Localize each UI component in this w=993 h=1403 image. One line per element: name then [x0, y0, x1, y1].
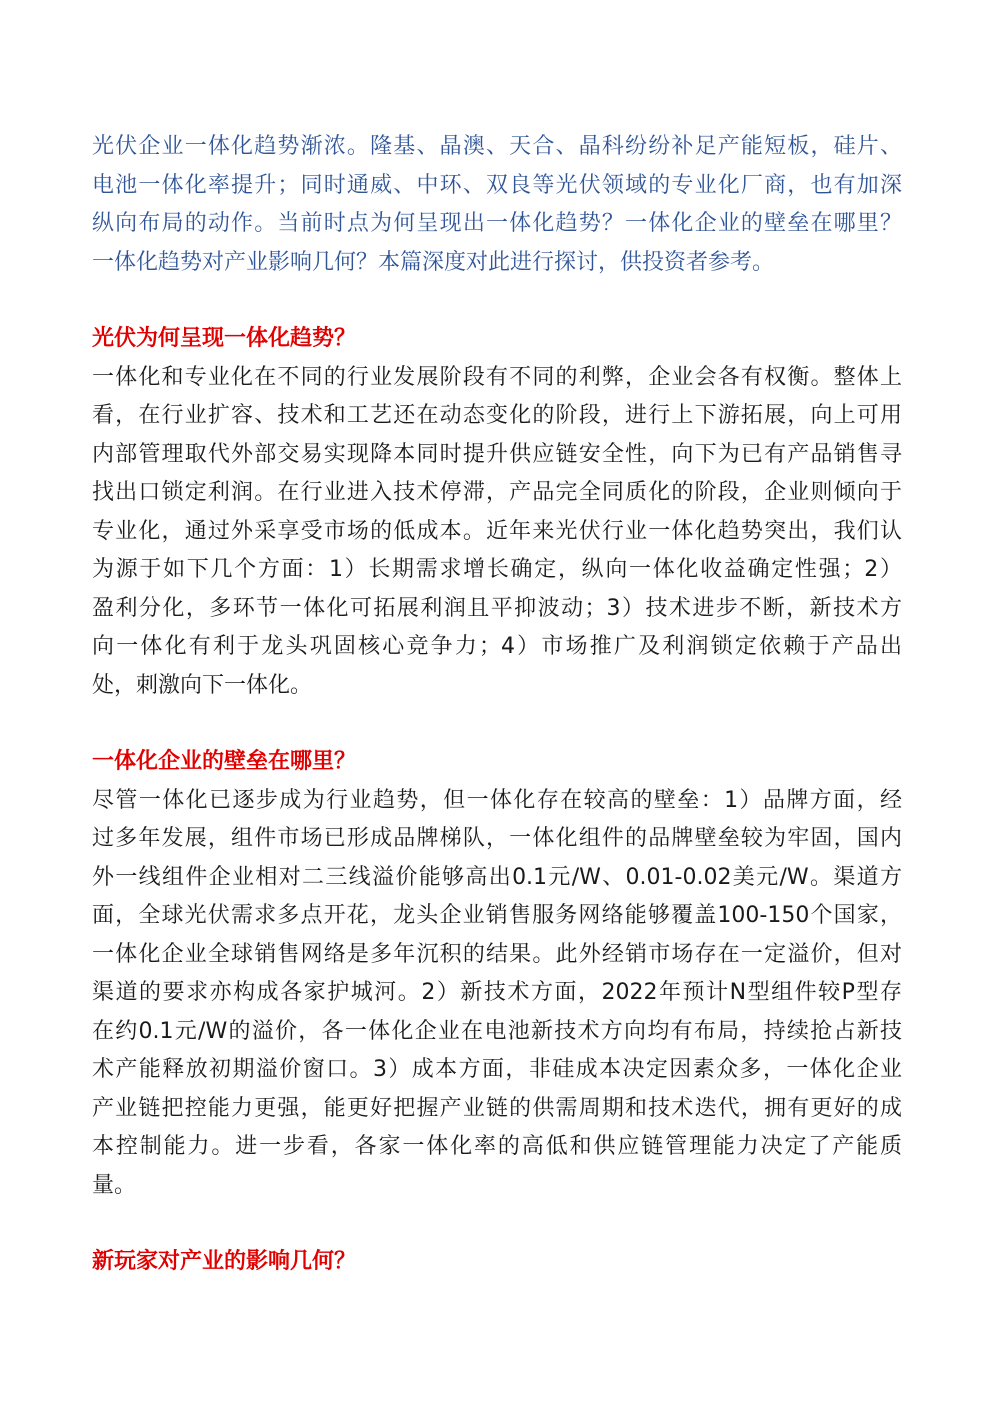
body-line: 产业链把控能力更强，能更好把握产业链的供需周期和技术迭代，拥有更好的成: [92, 1095, 902, 1121]
body-line: 专业化，通过外采享受市场的低成本。近年来光伏行业一体化趋势突出，我们认: [92, 518, 902, 544]
body-line: 内部管理取代外部交易实现降本同时提升供应链安全性，向下为已有产品销售寻: [92, 441, 902, 467]
body-line: 外一线组件企业相对二三线溢价能够高出0.1元/W、0.01-0.02美元/W。渠道方: [92, 864, 902, 890]
section-barriers: [92, 743, 902, 1205]
body-line: 盈利分化，多环节一体化可拓展利润且平抑波动；3）技术进步不断，新技术方: [92, 595, 902, 621]
body-line: 一体化和专业化在不同的行业发展阶段有不同的利弊，企业会各有权衡。整体上: [92, 364, 902, 390]
body-line: 术产能释放初期溢价窗口。3）成本方面，非硅成本决定因素众多，一体化企业: [92, 1057, 902, 1082]
section-new-players: [92, 1243, 902, 1282]
body-line: 尽管一体化已逐步成为行业趋势，但一体化存在较高的壁垒：1）品牌方面，经: [92, 787, 902, 813]
body-line: 过多年发展，组件市场已形成品牌梯队，一体化组件的品牌壁垒较为牢固，国内: [92, 826, 902, 851]
body-line: 找出口锁定利润。在行业进入技术停滞，产品完全同质化的阶段，企业则倾向于: [92, 480, 902, 505]
section-heading: 一体化企业的壁垒在哪里？: [92, 749, 357, 774]
body-line: 在约0.1元/W的溢价，各一体化企业在电池新技术方向均有布局，持续抢占新技: [92, 1018, 902, 1044]
body-line: 渠道的要求亦构成各家护城河。2）新技术方面，2022年预计N型组件较P型存: [92, 980, 902, 1005]
section-heading: 光伏为何呈现一体化趋势？: [92, 326, 357, 351]
body-line: 向一体化有利于龙头巩固核心竞争力；4）市场推广及利润锁定依赖于产品出: [92, 634, 902, 659]
body-line: 本控制能力。进一步看，各家一体化率的高低和供应链管理能力决定了产能质: [92, 1134, 902, 1159]
intro-line: 一体化趋势对产业影响几何？本篇深度对此进行探讨，供投资者参考。: [92, 249, 775, 275]
intro-paragraph: [92, 128, 902, 282]
intro-line: 纵向布局的动作。当前时点为何呈现出一体化趋势？一体化企业的壁垒在哪里？: [92, 211, 902, 236]
body-line: 面，全球光伏需求多点开花，龙头企业销售服务网络能够覆盖100-150个国家，: [92, 903, 902, 928]
body-line: 一体化企业全球销售网络是多年沉积的结果。此外经销市场存在一定溢价，但对: [92, 941, 902, 967]
body-line: 为源于如下几个方面：1）长期需求增长确定，纵向一体化收益确定性强；2）: [92, 557, 902, 582]
document-page: [92, 128, 902, 1320]
intro-line: 光伏企业一体化趋势渐浓。隆基、晶澳、天合、晶科纷纷补足产能短板，硅片、: [92, 134, 902, 159]
intro-line: 电池一体化率提升；同时通威、中环、双良等光伏领域的专业化厂商，也有加深: [92, 172, 902, 198]
body-line: 量。: [92, 1172, 137, 1198]
body-line: 看，在行业扩容、技术和工艺还在动态变化的阶段，进行上下游拓展，向上可用: [92, 403, 902, 428]
body-line: 处，刺激向下一体化。: [92, 672, 313, 698]
section-heading: 新玩家对产业的影响几何？: [92, 1249, 357, 1274]
section-why-integration: [92, 320, 902, 705]
